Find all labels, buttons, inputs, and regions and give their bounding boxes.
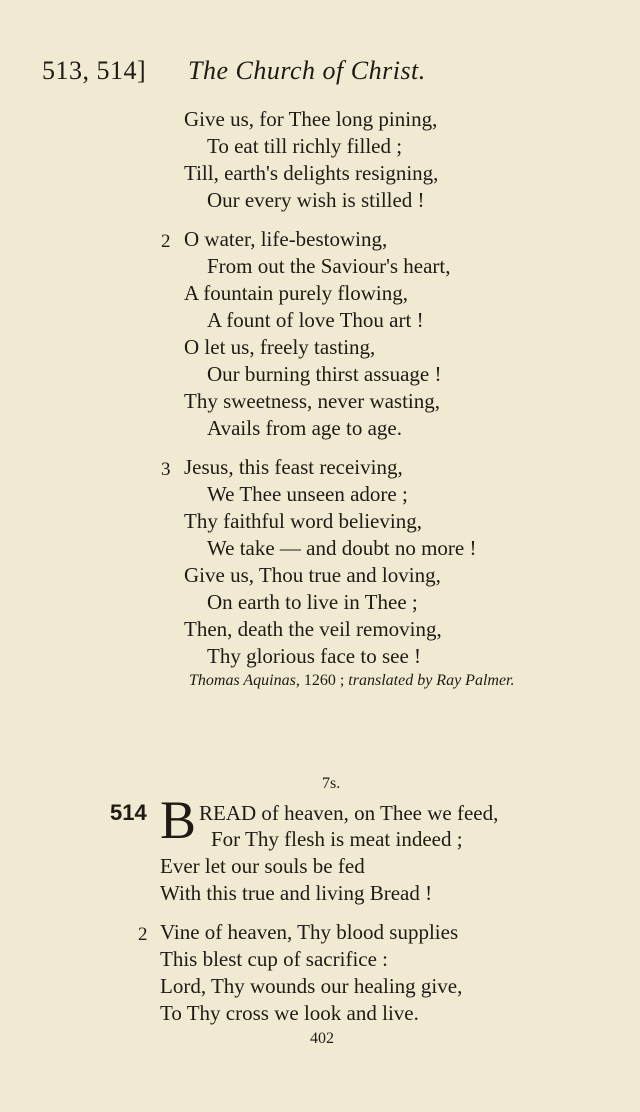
verse-line: For Thy flesh is meat indeed ; [211, 827, 463, 851]
verse-line: With this true and living Bread ! [160, 881, 433, 905]
verse-line: To eat till richly filled ; [207, 134, 403, 158]
verse-line: Jesus, this feast receiving, [184, 455, 403, 479]
verse-line: A fount of love Thou art ! [207, 308, 424, 332]
verse-line: We Thee unseen adore ; [207, 482, 408, 506]
verse-line: This blest cup of sacrifice : [160, 947, 389, 971]
stanza-number: 3 [161, 459, 171, 480]
verse-line: Thy glorious face to see ! [207, 644, 422, 668]
verse-line: From out the Saviour's heart, [207, 254, 451, 278]
running-title: The Church of Christ. [188, 56, 426, 85]
page-number: 402 [310, 1030, 334, 1047]
verse-line: READ of heaven, on Thee we feed, [199, 801, 499, 825]
verse-line: Ever let our souls be fed [160, 854, 365, 878]
page-header [42, 56, 602, 92]
verse-line: Till, earth's delights resigning, [184, 161, 439, 185]
hymn-attribution [189, 672, 515, 690]
verse-line: Give us, Thou true and loving, [184, 563, 441, 587]
verse-line: Lord, Thy wounds our healing give, [160, 974, 463, 998]
verse-line: Then, death the veil removing, [184, 617, 442, 641]
verse-line: Avails from age to age. [207, 416, 402, 440]
hymn-514-number: 514 [110, 800, 147, 825]
verse-line: We take — and doubt no more ! [207, 536, 477, 560]
verse-line: Thy sweetness, never wasting, [184, 389, 441, 413]
verse-line: Vine of heaven, Thy blood supplies [160, 920, 459, 944]
stanza-number: 2 [138, 924, 148, 945]
verse-line: O water, life-bestowing, [184, 227, 388, 251]
header-hymn-numbers: 513, 514] [42, 56, 147, 85]
verse-line: Thy faithful word believing, [184, 509, 422, 533]
verse-line: O let us, freely tasting, [184, 335, 376, 359]
verse-line: Give us, for Thee long pining, [184, 107, 438, 131]
verse-line: A fountain purely flowing, [184, 281, 408, 305]
attribution-author: Thomas Aquinas [189, 672, 296, 689]
stanza-number: 2 [161, 231, 171, 252]
verse-line: To Thy cross we look and live. [160, 1001, 419, 1025]
verse-line: On earth to live in Thee ; [207, 590, 418, 614]
drop-cap-letter: B [160, 790, 197, 850]
hymn-514-meter: 7s. [322, 775, 341, 792]
attribution-year: , 1260 ; [295, 672, 349, 689]
verse-line: Our burning thirst assuage ! [207, 362, 442, 386]
verse-line: Our every wish is stilled ! [207, 188, 425, 212]
attribution-translator: translated by Ray Palmer. [348, 672, 515, 689]
